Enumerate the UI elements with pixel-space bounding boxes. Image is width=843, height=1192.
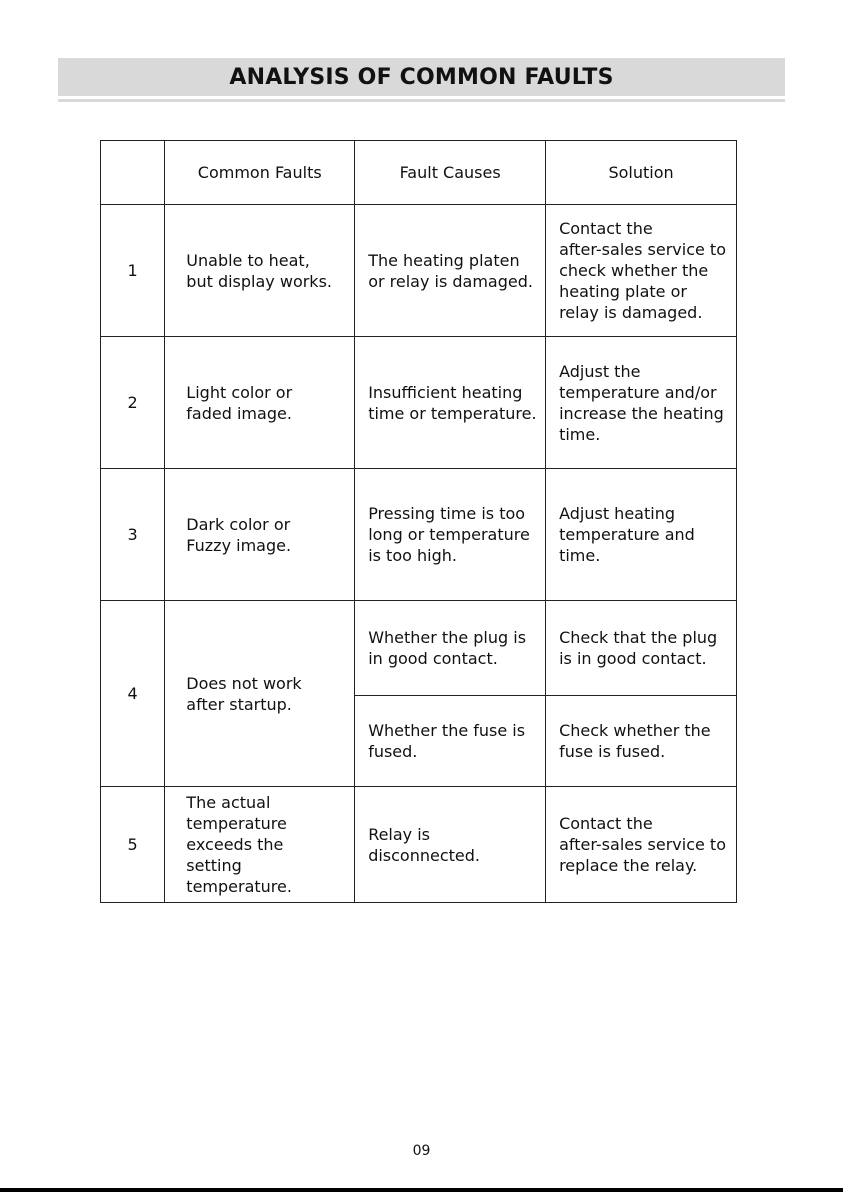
solution-text: Contact the after-sales service to check whether the heating plate or relay is damaged. [559,219,726,322]
table-row [101,337,737,469]
cause-text: Whether the fuse is fused. [368,721,526,761]
header-solution: Solution [546,141,737,205]
cause-cell [355,787,546,903]
fault-text: Does not work after startup. [186,673,302,714]
fault-cell [165,787,355,903]
solution-cell [546,696,737,787]
title-divider [58,99,785,102]
solution-cell [546,337,737,469]
solution-cell [546,787,737,903]
cause-cell [355,696,546,787]
row-number: 3 [101,469,165,601]
fault-text: Unable to heat, but display works. [186,250,332,291]
header-fault-causes: Fault Causes [355,141,546,205]
fault-cell [165,205,355,337]
table-row [101,469,737,601]
cause-cell [355,337,546,469]
solution-text: Adjust the temperature and/or increase the heating time. [559,361,724,444]
cause-text: Whether the plug is in good contact. [368,628,527,668]
page-number: 09 [412,1143,431,1159]
row-number: 5 [101,787,165,903]
header-number [101,141,165,205]
fault-cell [165,469,355,601]
solution-text: Adjust heating temperature and time. [559,504,695,565]
solution-cell [546,601,737,696]
page-title: ANALYSIS OF COMMON FAULTS [229,64,614,90]
table-row [101,787,737,903]
table-row [101,601,737,696]
table-header-row [101,141,737,205]
row-number: 1 [101,205,165,337]
fault-text: Light color or faded image. [186,382,293,423]
row-number: 2 [101,337,165,469]
cause-cell [355,205,546,337]
fault-text: Dark color or Fuzzy image. [186,514,292,555]
fault-cell [165,601,355,787]
cause-cell [355,601,546,696]
faults-table [100,140,737,903]
solution-text: Contact the after-sales service to replace the relay. [559,814,726,875]
solution-text: Check that the plug is in good contact. [559,628,718,668]
cause-cell [355,469,546,601]
cause-text: Pressing time is too long or temperature is too high. [368,504,530,565]
bottom-edge-line [0,1188,843,1192]
title-bar [58,58,785,96]
header-common-faults: Common Faults [165,141,355,205]
solution-text: Check whether the fuse is fused. [559,721,711,761]
row-number: 4 [101,601,165,787]
table-row [101,205,737,337]
cause-text: The heating platen or relay is damaged. [368,250,533,291]
fault-text: The actual temperature exceeds the setting temperature. [186,793,292,896]
cause-text: Relay is disconnected. [368,824,480,865]
solution-cell [546,469,737,601]
solution-cell [546,205,737,337]
cause-text: Insufficient heating time or temperature. [368,382,537,423]
fault-cell [165,337,355,469]
